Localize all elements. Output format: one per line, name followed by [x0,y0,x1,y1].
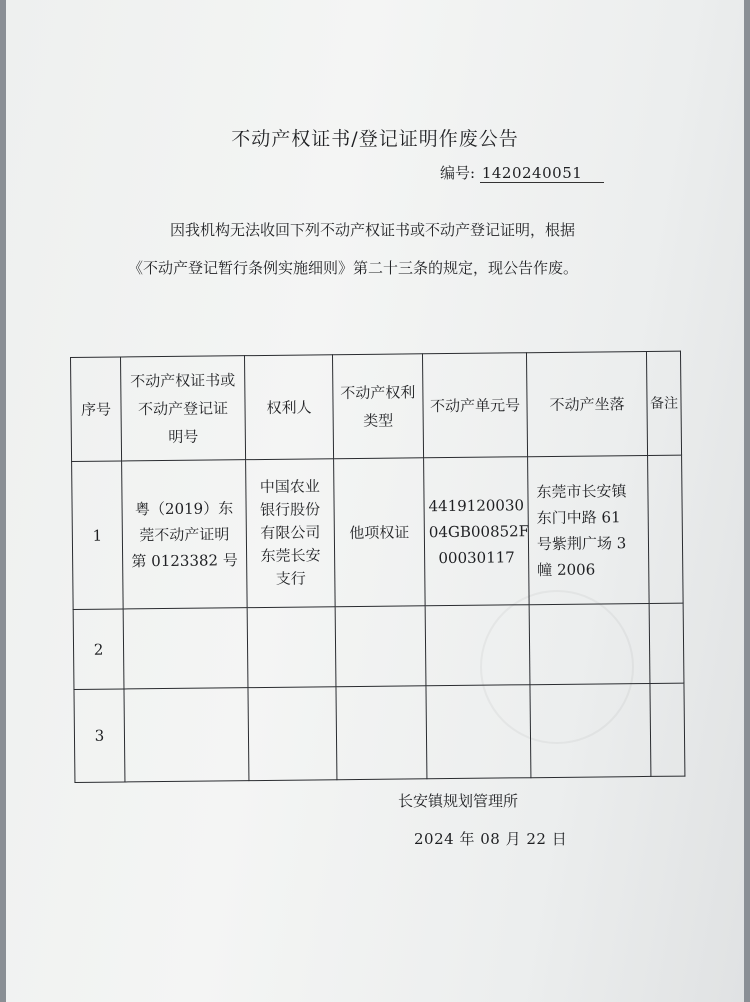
header-holder: 权利人 [244,355,333,460]
header-location: 不动产坐落 [526,351,647,456]
notice-paragraph-line2: 《不动产登记暂行条例实施细则》第二十三条的规定，现公告作废。 [128,259,579,277]
table-header-row [71,351,682,461]
number-value: 1420240051 [480,164,604,183]
row2-seq: 2 [73,609,124,690]
row1-remark [648,455,684,603]
header-remark: 备注 [646,351,681,455]
header-unit-no: 不动产单元号 [422,353,527,458]
header-right-type: 不动产权利 类型 [332,354,423,459]
notice-number [440,162,604,183]
issue-date: 2024 年 08 月 22 日 [414,830,568,848]
row3-seq: 3 [74,689,125,783]
row1-location: 东莞市长安镇 东门中路 61 号紫荆广场 3 幢 2006 [528,455,650,604]
issuing-organization: 长安镇规划管理所 [398,792,519,810]
table-row [72,455,684,609]
header-seq: 序号 [71,357,122,462]
header-cert-no: 不动产权证书或 不动产登记证 明号 [121,356,246,461]
row1-unit-no: 4419120030 04GB00852F 00030117 [424,457,530,606]
row1-seq: 1 [72,461,124,610]
notice-title: 不动产权证书/登记证明作废公告 [231,128,519,150]
table-row [73,603,684,689]
row1-right-type: 他项权证 [334,458,426,607]
void-certificate-table [70,351,685,783]
row1-holder: 中国农业 银行股份 有限公司 东莞长安 支行 [246,459,336,608]
row1-cert-no: 粤（2019）东 莞不动产证明 第 0123382 号 [122,460,248,609]
table-row [74,683,685,782]
number-label: 编号: [440,164,476,182]
notice-paragraph-line1: 因我机构无法收回下列不动产权证书或不动产登记证明，根据 [170,221,576,239]
